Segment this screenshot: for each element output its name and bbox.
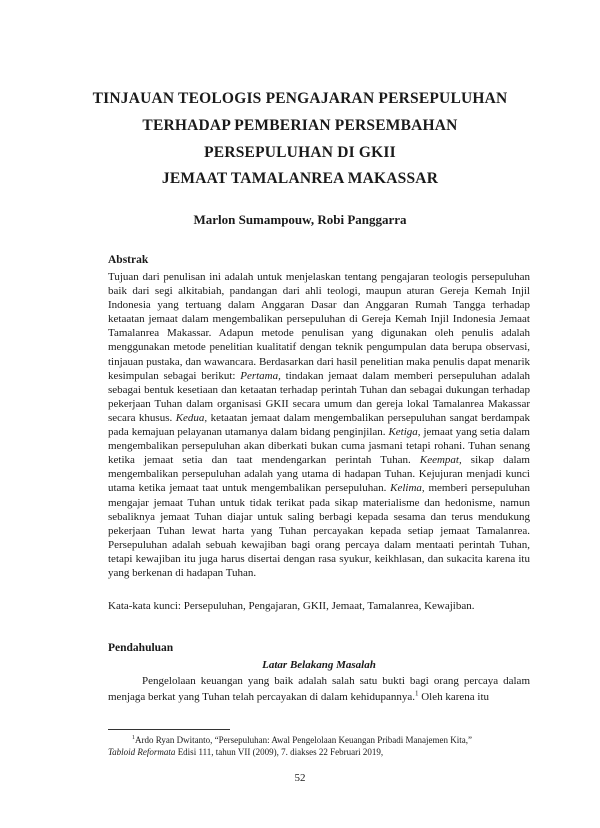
abstract-keyword-keempat: Keempat, <box>419 454 462 467</box>
footnote-source: Tabloid Reformata <box>108 746 176 757</box>
footnote-divider <box>108 729 230 730</box>
abstract-segment: tindakan jemaat dalam memberi persepuluhan adalah sebagai bentuk kesetiaan dan ketaatan terhadap perintah Tuhan dan sebagai dukungan terhadap pekerjaan Tuhan dalam organisasi GKII secara umum dan gereja lokal Tamalanrea Makassar secara khusus. <box>108 369 531 424</box>
title-line-3: PERSEPULUHAN DI GKII <box>204 144 396 161</box>
title-line-2: TERHADAP PEMBERIAN PERSEMBAHAN <box>142 117 458 134</box>
abstract-keyword-pertama: Pertama, <box>240 369 281 382</box>
intro-text: Pengelolaan keuangan yang baik adalah salah satu bukti bagi orang percaya dalam menjaga berkat yang Tuhan telah percayakan di dalam kehidupannya. <box>108 675 530 703</box>
authors: Marlon Sumampouw, Robi Panggarra <box>193 212 407 227</box>
introduction-heading: Pendahuluan <box>108 642 174 654</box>
background-subheading: Latar Belakang Masalah <box>262 659 376 671</box>
abstract-segment: jemaat yang setia dalam mengembalikan persepuluhan akan diberkati bukan cuma jasmani tetapi rohani. Tuhan senang ketika jemaat setia dan taat mendengarkan perintah Tuhan. <box>108 426 530 467</box>
footnote-line-2: Edisi 111, tahun VII (2009), 7. diakses 22 Februari 2019, <box>175 746 384 757</box>
abstract-segment: Tujuan dari penulisan ini adalah untuk menjelaskan tentang pengajaran teologis persepuluhan baik dari segi alkitabiah, pandangan dari ahli teologi, maupun aturan Gereja Kemah Injil Indonesia yang tertuang dalam Anggaran Dasar dan Anggaran Rumah Tangga terhadap ketaatan jemaat dalam mengembalikan persepuluhan di Gereja Kemah Injil Indonesia Jemaat Tamalanrea Makassar. Adapun metode penulisan yang digunakan oleh penulis adalah menggunakan metode penelitian kualitatif dengan teknik pengumpulan data berupa observasi, tinjauan pustaka, dan wawancara. Berdasarkan dari hasil penelitian maka penulis dapat menarik kesimpulan sebagai berikut: <box>108 271 530 382</box>
abstract-segment: sikap dalam mengembalikan persepuluhan adalah yang utama di hadapan Tuhan. Kejujuran menjadi kunci utama ketika jemaat taat untuk mengembalikan persepuluhan. <box>108 454 530 495</box>
intro-text-continued: Oleh karena itu <box>418 691 490 703</box>
abstract-text <box>108 270 530 580</box>
title-line-1: TINJAUAN TEOLOGIS PENGAJARAN PERSEPULUHAN <box>92 90 508 107</box>
footnote-number: 1 <box>132 735 135 741</box>
page-number: 52 <box>294 772 306 784</box>
abstract-heading: Abstrak <box>108 254 149 266</box>
keywords: Kata-kata kunci: Persepuluhan, Pengajaran, GKII, Jemaat, Tamalanrea, Kewajiban. <box>108 600 475 612</box>
abstract-keyword-ketiga: Ketiga, <box>388 426 421 439</box>
abstract-keyword-kedua: Kedua, <box>175 411 208 424</box>
footnote <box>108 735 530 758</box>
title-line-4: JEMAAT TAMALANREA MAKASSAR <box>161 170 439 187</box>
introduction-paragraph <box>108 673 530 705</box>
abstract-segment: ketaatan jemaat dalam mengembalikan persepuluhan sangat berdampak pada kemajuan pelayanan utamanya dalam bidang penginjilan. <box>108 411 530 439</box>
abstract-keyword-kelima: Kelima, <box>390 482 425 495</box>
footnote-reference[interactable]: 1 <box>414 689 419 698</box>
footnote-line-1: Ardo Ryan Dwitanto, “Persepuluhan: Awal Pengelolaan Keuangan Pribadi Manajemen Kita,” <box>135 735 472 745</box>
abstract-segment: memberi persepuluhan mengajar jemaat Tuhan untuk tidak terikat pada sikap materialisme dan hedonisme, namun sebaliknya jemaat Tuhan diajar untuk saling berbagi kepada sesama dan terus mendukung pekerjaan Tuhan lewat harta yang Tuhan percayakan kepada setiap jemaat Tamalanrea. Persepuluhan adalah sebuah kewajiban bagi orang percaya dalam mentaati perintah Tuhan, tetapi kewajiban itu juga harus disertai dengan rasa syukur, keikhlasan, dan sukacita karena itu yang berkenan di hadapan Tuhan. <box>108 482 531 579</box>
